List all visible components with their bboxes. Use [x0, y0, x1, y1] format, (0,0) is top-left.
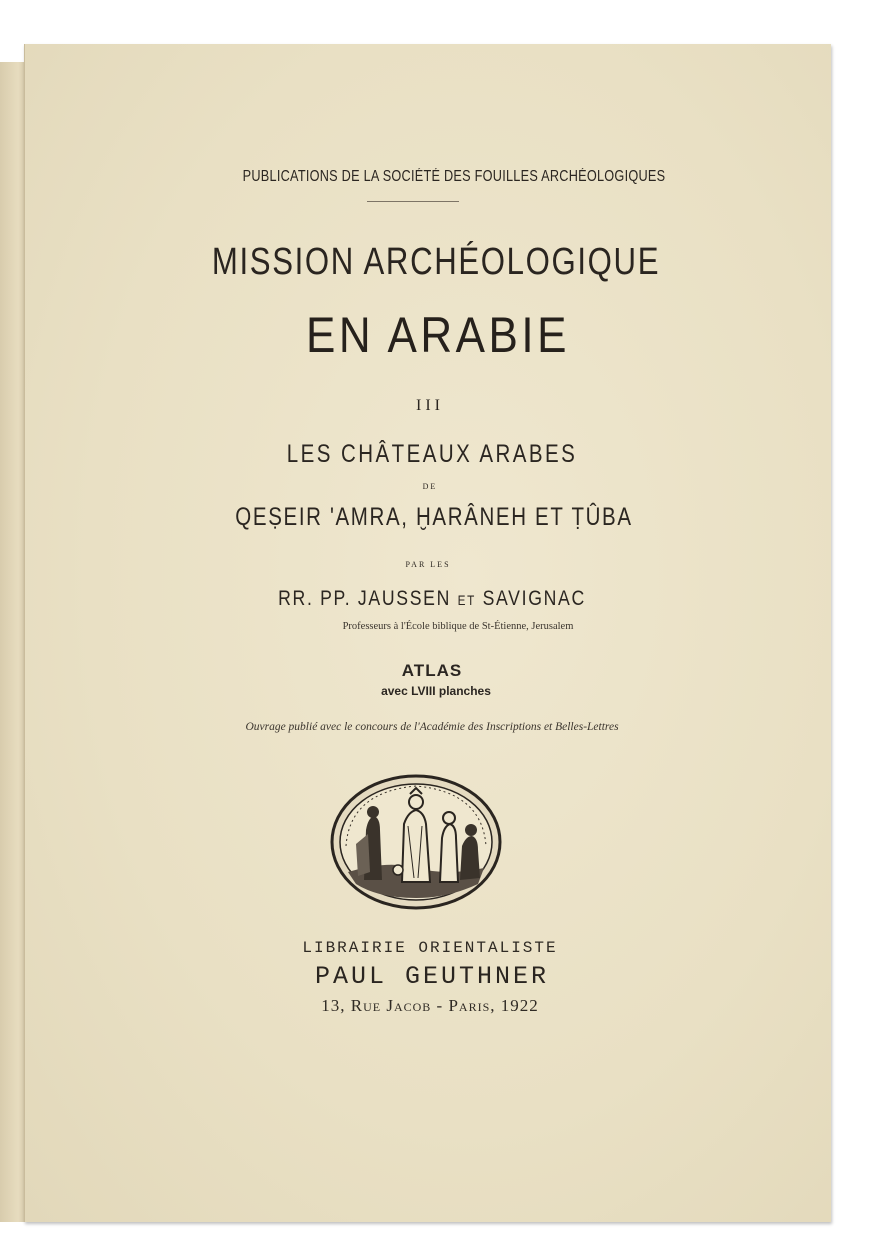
par-les: PAR LES [405, 560, 451, 569]
publisher-address: 13, Rue Jacob - Paris, 1922 [321, 996, 539, 1015]
back-page-edge [0, 62, 27, 1222]
preposition-de: DE [422, 482, 438, 491]
publisher-line-2: PAUL GEUTHNER [314, 962, 550, 991]
publisher-line-1: LIBRAIRIE ORIENTALISTE [302, 939, 558, 957]
volume-number: III [416, 397, 444, 414]
places-title: QEṢEIR 'AMRA, ḪARÂNEH ET ṬÛBA [235, 503, 633, 531]
main-title: MISSION ARCHÉOLOGIQUE [211, 241, 661, 283]
atlas-label: ATLAS [401, 661, 463, 680]
authors-main: RR. PP. JAUSSEN [278, 587, 452, 610]
big-title: EN ARABIE [306, 307, 570, 363]
ouvrage-note: Ouvrage publié avec le concours de l'Académie des Inscriptions et Belles-Lettres [245, 721, 619, 733]
planches-count: avec LVIII planches [381, 684, 491, 698]
volume-title: LES CHÂTEAUX ARABES [286, 440, 578, 468]
professors-line: Professeurs à l'École biblique de St-Étienne, Jerusalem [342, 621, 574, 632]
title-page [24, 44, 831, 1222]
authors-et: ET [457, 592, 476, 608]
authors [93, 587, 770, 611]
authors-second: SAVIGNAC [482, 587, 586, 610]
series-title: PUBLICATIONS DE LA SOCIÉTÉ DES FOUILLES ARCHÉOLOGIQUES [242, 168, 666, 185]
engraved-vignette-image [328, 772, 504, 912]
divider-rule [367, 201, 459, 202]
